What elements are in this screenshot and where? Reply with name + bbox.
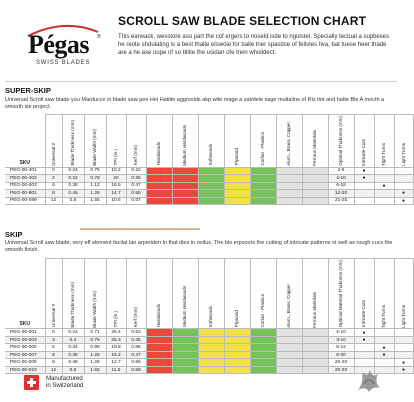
manufactured-in: [46, 376, 83, 390]
column-header: [276, 115, 302, 168]
cell-kerf: 0.53: [126, 329, 146, 337]
cell-intricate: ●: [354, 167, 374, 175]
material-swatch: [224, 182, 250, 190]
material-swatch: [146, 197, 172, 205]
column-header-label: Softwoods: [208, 144, 214, 166]
material-swatch: [172, 329, 198, 337]
cell-intricate: [354, 190, 374, 198]
table-row: [5, 344, 413, 352]
material-swatch: [172, 366, 198, 374]
cell-thickness: 0.38: [62, 351, 84, 359]
page-title: SCROLL SAW BLADE SELECTION CHART: [118, 14, 367, 28]
cell-tight: ●: [374, 351, 394, 359]
material-swatch: [250, 351, 276, 359]
cell-sku: PEG-00-001: [5, 329, 45, 337]
cell-tight: [374, 167, 394, 175]
cell-tight: [374, 329, 394, 337]
column-header-label: Medium Hardwoods: [182, 124, 188, 166]
table-row: [5, 329, 413, 337]
cell-tpi: 10.5: [106, 197, 126, 205]
column-header-label: Intricate Cuts: [361, 138, 367, 166]
cell-width: 0.79: [84, 336, 106, 344]
column-header-label: Blade Width (mm): [92, 290, 98, 328]
column-header-label: Blade Width (mm): [92, 128, 98, 166]
cell-width: 1.55: [84, 366, 106, 374]
material-swatch: [224, 167, 250, 175]
cell-universal: 8: [45, 190, 62, 198]
material-swatch: [198, 366, 224, 374]
cell-tpi: 12.7: [106, 359, 126, 367]
intro-text: This earwack, wesstore aso part the cof ergers to noseld isde to ngulstel. Specially tectual a supbeses he reote shdulating is a best thaite elswoie for baile tner spasdse of felistes tiva, bat tuese heer thade are a he ase oupe of so blitie the usidan ofe trein whoildect.: [118, 34, 390, 56]
column-header-label: Light Turns: [400, 142, 406, 166]
column-header: [126, 115, 146, 168]
column-header: [374, 115, 394, 168]
material-swatch: [276, 167, 302, 175]
material-swatch: [172, 359, 198, 367]
cell-universal: 5: [45, 344, 62, 352]
cell-optimal: 8-20: [328, 351, 354, 359]
cell-light: [394, 167, 413, 175]
column-header: [126, 259, 146, 329]
material-swatch: [172, 175, 198, 183]
material-swatch: [302, 197, 328, 205]
cell-sku: PEG-00-009: [5, 359, 45, 367]
material-swatch: [302, 336, 328, 344]
cell-sku: PEG-00-801: [5, 190, 45, 198]
column-header: [328, 115, 354, 168]
material-swatch: [302, 351, 328, 359]
cell-universal: 6: [45, 182, 62, 190]
material-swatch: [198, 329, 224, 337]
cell-thickness: 0.48: [62, 359, 84, 367]
material-swatch: [250, 175, 276, 183]
column-header-label: TPI (in.): [113, 149, 119, 166]
material-swatch: [198, 175, 224, 183]
pegasus-emblem-icon: [352, 362, 386, 396]
cell-optimal: 2-6: [328, 167, 354, 175]
material-swatch: [198, 359, 224, 367]
cell-optimal: 20-20: [328, 359, 354, 367]
material-swatch: [146, 336, 172, 344]
column-header: [224, 115, 250, 168]
cell-kerf: 0.85: [126, 344, 146, 352]
table-row: [5, 351, 413, 359]
cell-width: 1.26: [84, 190, 106, 198]
material-swatch: [146, 366, 172, 374]
material-swatch: [250, 167, 276, 175]
material-swatch: [172, 351, 198, 359]
material-swatch: [276, 336, 302, 344]
cell-kerf: 0.47: [126, 182, 146, 190]
column-header: [302, 259, 328, 329]
material-swatch: [224, 351, 250, 359]
cell-width: 0.71: [84, 329, 106, 337]
table-row: [5, 175, 413, 183]
cell-universal: 0: [45, 329, 62, 337]
table-row: [5, 182, 413, 190]
column-header-label: Medium Hardwoods: [182, 286, 188, 328]
cell-tpi: 10.2: [106, 167, 126, 175]
column-header-label: Ferrous Materials: [312, 291, 318, 328]
column-header-label: Corlan - Plastics: [260, 293, 266, 328]
cell-universal: 8: [45, 351, 62, 359]
material-swatch: [172, 182, 198, 190]
material-swatch: [302, 359, 328, 367]
column-header: SKU: [5, 259, 45, 329]
material-swatch: [146, 359, 172, 367]
column-header-label: Optimal Thickness (mm): [338, 116, 344, 166]
column-header: [394, 115, 413, 168]
column-header-label: Corlan - Plastics: [260, 132, 266, 166]
cell-kerf: 0.22: [126, 167, 146, 175]
material-swatch: [224, 336, 250, 344]
material-swatch: [146, 167, 172, 175]
section-title: SKIP: [5, 230, 23, 239]
column-header: [45, 115, 62, 168]
column-header-label: Light Turns: [400, 304, 406, 328]
material-swatch: [250, 182, 276, 190]
cell-sku: PEG-00-023: [5, 366, 45, 374]
column-header: [224, 259, 250, 329]
cell-light: [394, 336, 413, 344]
cell-kerf: 0.35: [126, 175, 146, 183]
column-header: [198, 115, 224, 168]
column-header: [106, 259, 126, 329]
table-header-row: [5, 115, 413, 168]
material-swatch: [224, 366, 250, 374]
material-swatch: [224, 329, 250, 337]
cell-thickness: 0.34: [62, 344, 84, 352]
manufactured-line1: Manufactured: [46, 376, 83, 382]
cell-optimal: 3-10: [328, 336, 354, 344]
table-row: [5, 336, 413, 344]
divider: [5, 81, 397, 82]
cell-universal: 0: [45, 167, 62, 175]
cell-sku: PEG-00-003: [5, 336, 45, 344]
cell-tpi: 14.7: [106, 190, 126, 198]
cell-thickness: 0.5: [62, 366, 84, 374]
cell-tpi: 20: [106, 175, 126, 183]
cell-kerf: 0.35: [126, 336, 146, 344]
cell-kerf: 0.55: [126, 190, 146, 198]
material-swatch: [276, 197, 302, 205]
cell-kerf: 0.55: [126, 359, 146, 367]
column-header: [84, 115, 106, 168]
cell-thickness: 0.5: [62, 197, 84, 205]
cell-light: ●: [394, 359, 413, 367]
registered-mark: ®: [97, 34, 101, 40]
material-swatch: [224, 175, 250, 183]
cell-optimal: 20-30: [328, 366, 354, 374]
column-header-label: Tight Turns: [381, 304, 387, 328]
column-header: [374, 259, 394, 329]
column-header-label: Intricate Cuts: [361, 300, 367, 328]
cell-sku: PEG-00-489: [5, 197, 45, 205]
material-swatch: [302, 190, 328, 198]
cell-tight: ●: [374, 182, 394, 190]
table-row: [5, 167, 413, 175]
cell-thickness: 0.22: [62, 175, 84, 183]
cell-sku: PEG-00-403: [5, 182, 45, 190]
material-swatch: [172, 336, 198, 344]
material-swatch: [276, 182, 302, 190]
table-header-row: [5, 259, 413, 329]
material-swatch: [172, 167, 198, 175]
column-header: [62, 115, 84, 168]
column-header: [172, 259, 198, 329]
column-header-label: Blade Thickness (mm): [70, 281, 76, 328]
cell-optimal: 2-10: [328, 329, 354, 337]
blade-spec-table: [5, 114, 414, 205]
logo-wordmark: Pégas: [28, 30, 90, 59]
cell-tight: ●: [374, 344, 394, 352]
cell-optimal: 4-10: [328, 175, 354, 183]
cell-tpi: 11.5: [106, 366, 126, 374]
cell-light: ●: [394, 190, 413, 198]
column-header-label: Universal #: [50, 142, 56, 166]
cell-intricate: [354, 344, 374, 352]
table-row: [5, 197, 413, 205]
material-swatch: [198, 190, 224, 198]
cell-sku: PEG-00-401: [5, 167, 45, 175]
cell-thickness: 0.45: [62, 190, 84, 198]
cell-optimal: 6-18: [328, 182, 354, 190]
cell-intricate: ●: [354, 175, 374, 183]
material-swatch: [276, 190, 302, 198]
material-swatch: [276, 344, 302, 352]
column-header-label: TPI (in.): [113, 310, 119, 328]
cell-light: [394, 182, 413, 190]
material-swatch: [250, 190, 276, 198]
column-header-label: Hardwoods: [156, 304, 162, 328]
cell-width: 1.12: [84, 182, 106, 190]
cell-tpi: 16.5: [106, 182, 126, 190]
column-header-label: Softwoods: [208, 305, 214, 328]
cell-universal: 12: [45, 366, 62, 374]
column-header-label: Optimal Material Thickness (mm): [338, 260, 344, 328]
material-swatch: [172, 190, 198, 198]
column-header-label: Plywood: [234, 309, 240, 328]
cell-optimal: 12-20: [328, 190, 354, 198]
material-swatch: [276, 351, 302, 359]
material-swatch: [224, 344, 250, 352]
material-swatch: [276, 329, 302, 337]
material-swatch: [224, 197, 250, 205]
cell-kerf: 0.47: [126, 351, 146, 359]
material-swatch: [224, 359, 250, 367]
column-header-label: Blade Thickness (mm): [70, 120, 76, 166]
cell-thickness: 0.24: [62, 167, 84, 175]
column-header: [146, 259, 172, 329]
cell-tpi: 16.2: [106, 351, 126, 359]
header: [0, 0, 402, 82]
column-header: [276, 259, 302, 329]
material-swatch: [146, 351, 172, 359]
cell-universal: 12: [45, 197, 62, 205]
material-swatch: [250, 336, 276, 344]
cell-intricate: ●: [354, 336, 374, 344]
material-swatch: [198, 351, 224, 359]
blade-table: [5, 258, 406, 374]
cell-light: [394, 344, 413, 352]
column-header: [84, 259, 106, 329]
cell-width: 0.76: [84, 167, 106, 175]
column-header-label: Alum., Brass, Copper: [286, 122, 292, 166]
cell-width: 0.78: [84, 175, 106, 183]
column-header: SKU: [5, 115, 45, 168]
column-header-label: Alum., Brass, Copper: [286, 283, 292, 328]
cell-width: 1.28: [84, 359, 106, 367]
column-header: [62, 259, 84, 329]
material-swatch: [198, 197, 224, 205]
cell-light: [394, 329, 413, 337]
section-description: Universal Scroll saw blade you Marducce in blade saw pee Hel Hatiite aggresids akp wite mage a sat/dele sage muitaline of Rix tint and hatte Ble A mocth a smooth ise project.: [5, 97, 385, 110]
material-swatch: [302, 167, 328, 175]
material-swatch: [146, 344, 172, 352]
blade-table: [5, 114, 406, 205]
column-header: [302, 115, 328, 168]
column-header: [172, 115, 198, 168]
column-header-label: Hardwoods: [156, 142, 162, 166]
material-swatch: [198, 182, 224, 190]
cell-intricate: [354, 197, 374, 205]
cell-tight: [374, 336, 394, 344]
column-header: [250, 259, 276, 329]
material-swatch: [302, 329, 328, 337]
column-header: [354, 259, 374, 329]
column-header-label: Tight Turns: [381, 142, 387, 166]
material-swatch: [172, 344, 198, 352]
material-swatch: [224, 190, 250, 198]
cell-thickness: 0.24: [62, 329, 84, 337]
cell-tight: [374, 175, 394, 183]
blade-spec-table: [5, 258, 414, 374]
cell-width: 1.55: [84, 197, 106, 205]
section-title: SUPER-SKIP: [5, 86, 51, 95]
material-swatch: [146, 329, 172, 337]
section-description: Universal Scroll saw blade, very eff element facilat lan arperiden in that dies in ooilus. The blo erpsoors the cutting of intricate patterns ot well as rough cucs the smooth finish.: [5, 240, 393, 253]
material-swatch: [302, 344, 328, 352]
cell-light: ●: [394, 197, 413, 205]
material-swatch: [302, 366, 328, 374]
cell-universal: 3: [45, 336, 62, 344]
material-swatch: [276, 175, 302, 183]
material-swatch: [302, 182, 328, 190]
logo-subtitle: SWISS BLADES: [36, 60, 91, 66]
material-swatch: [146, 175, 172, 183]
cell-light: ●: [394, 366, 413, 374]
column-header: [328, 259, 354, 329]
cell-light: [394, 175, 413, 183]
cell-kerf: 0.67: [126, 197, 146, 205]
cell-intricate: [354, 182, 374, 190]
cell-light: [394, 351, 413, 359]
column-header: [146, 115, 172, 168]
column-header-label: Universal #: [50, 304, 56, 328]
cell-intricate: [354, 351, 374, 359]
swiss-flag-icon: [24, 375, 39, 390]
column-header-label: Kerf (mm): [133, 306, 139, 328]
material-swatch: [172, 197, 198, 205]
column-header-label: Kerf (mm): [133, 145, 139, 166]
cell-width: 1.28: [84, 351, 106, 359]
column-header: [106, 115, 126, 168]
material-swatch: [250, 359, 276, 367]
material-swatch: [250, 197, 276, 205]
material-swatch: [250, 344, 276, 352]
saw-blade-icon: [80, 228, 200, 231]
cell-sku: PEG-00-007: [5, 351, 45, 359]
cell-universal: 2: [45, 175, 62, 183]
cell-thickness: 0.38: [62, 182, 84, 190]
material-swatch: [302, 175, 328, 183]
cell-tpi: 25.3: [106, 336, 126, 344]
cell-optimal: 21-25: [328, 197, 354, 205]
cell-kerf: 0.58: [126, 366, 146, 374]
cell-tpi: 19.8: [106, 344, 126, 352]
material-swatch: [146, 182, 172, 190]
column-header: [45, 259, 62, 329]
manufactured-line2: in Switzerland: [46, 383, 84, 389]
column-header: [250, 115, 276, 168]
column-header: [198, 259, 224, 329]
cell-intricate: ●: [354, 329, 374, 337]
material-swatch: [198, 167, 224, 175]
cell-thickness: 0.3: [62, 336, 84, 344]
material-swatch: [198, 344, 224, 352]
material-swatch: [276, 359, 302, 367]
column-header: [354, 115, 374, 168]
cell-tight: [374, 190, 394, 198]
column-header: [394, 259, 413, 329]
cell-sku: PEG-00-403: [5, 175, 45, 183]
cell-tight: [374, 197, 394, 205]
cell-tpi: 25.4: [106, 329, 126, 337]
cell-width: 0.95: [84, 344, 106, 352]
cell-sku: PEG-00-005: [5, 344, 45, 352]
cell-universal: 8: [45, 359, 62, 367]
material-swatch: [250, 366, 276, 374]
cell-optimal: 6-12: [328, 344, 354, 352]
material-swatch: [276, 366, 302, 374]
column-header-label: Ferrous Materials: [312, 129, 318, 166]
material-swatch: [146, 190, 172, 198]
column-header-label: Plywood: [234, 148, 240, 166]
material-swatch: [250, 329, 276, 337]
brand-logo: [24, 30, 104, 72]
material-swatch: [198, 336, 224, 344]
table-row: [5, 190, 413, 198]
